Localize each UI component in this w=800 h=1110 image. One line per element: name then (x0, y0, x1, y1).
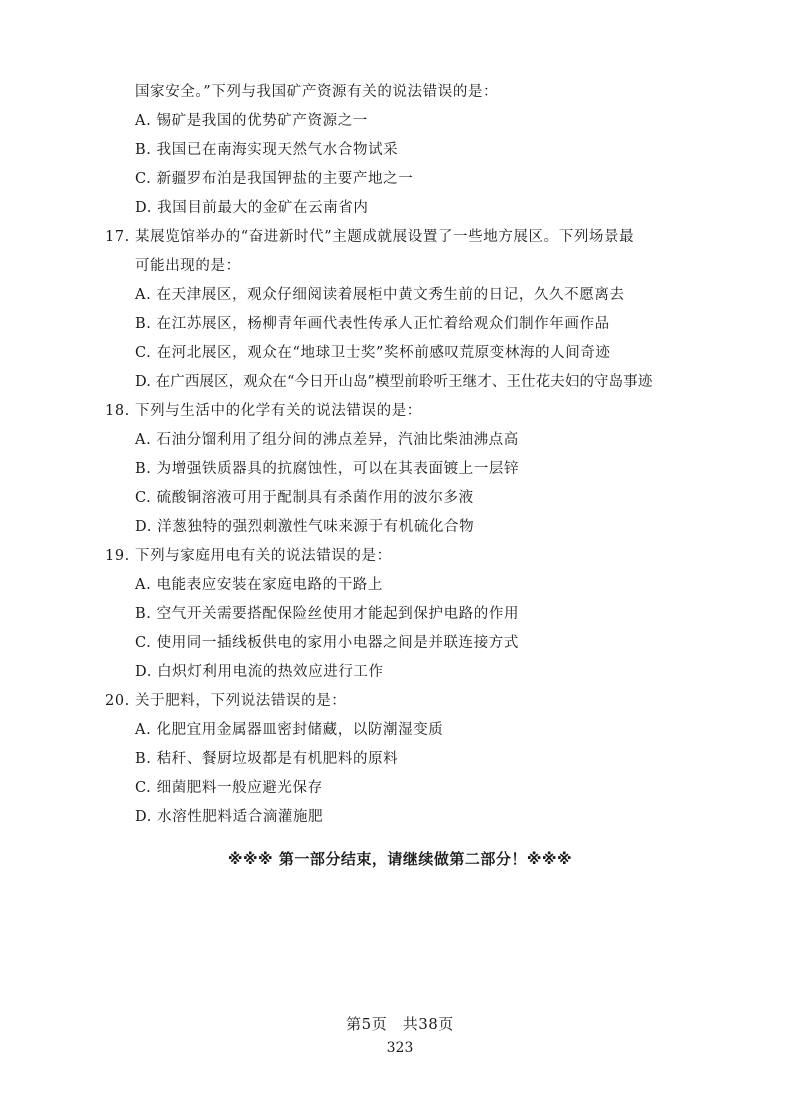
question-19-number: 19. (105, 548, 130, 564)
question-19-option-a: A. 电能表应安装在家庭电路的干路上 (135, 577, 383, 593)
question-18-stem (105, 397, 705, 426)
section-end-banner: ※※※ 第一部分结束，请继续做第二部分！※※※ (227, 850, 573, 868)
question-19-option-b: B. 空气开关需要搭配保险丝使用才能起到保护电路的作用 (135, 606, 520, 622)
question-20-option-d: D. 水溶性肥料适合滴灌施肥 (135, 809, 324, 825)
question-17-stem-line-1: 某展览馆举办的“奋进新时代”主题成就展设置了一些地方展区。下列场景最 (135, 229, 635, 245)
question-17-option-c: C. 在河北展区，观众在“地球卫士奖”奖杯前感叹荒原变林海的人间奇迹 (135, 345, 611, 361)
question-19-stem-text: 下列与家庭用电有关的说法错误的是： (135, 548, 392, 564)
question-18-option-d: D. 洋葱独特的强烈刺激性气味来源于有机硫化合物 (135, 519, 475, 535)
question-16-option-c: C. 新疆罗布泊是我国钾盐的主要产地之一 (135, 171, 414, 187)
page-footer-number: 323 (386, 1040, 414, 1056)
question-16-option-b: B. 我国已在南海实现天然气水合物试采 (135, 142, 399, 158)
question-18-option-a: A. 石油分馏利用了组分间的沸点差异，汽油比柴油沸点高 (135, 432, 519, 448)
question-17-stem-line-2: 可能出现的是： (135, 258, 241, 274)
question-16-stem-tail: 国家安全。”下列与我国矿产资源有关的说法错误的是： (135, 84, 499, 100)
question-content (105, 78, 705, 832)
question-19-stem (105, 542, 705, 571)
question-18-stem-text: 下列与生活中的化学有关的说法错误的是： (135, 403, 422, 419)
question-20-option-a: A. 化肥宜用金属器皿密封储藏，以防潮湿变质 (135, 722, 444, 738)
question-16-option-d: D. 我国目前最大的金矿在云南省内 (135, 200, 369, 216)
question-20-stem (105, 687, 705, 716)
question-16-option-a: A. 锡矿是我国的优势矿产资源之一 (135, 113, 368, 129)
question-20-option-b: B. 秸秆、餐厨垃圾都是有机肥料的原料 (135, 751, 399, 767)
question-20-stem-text: 关于肥料，下列说法错误的是： (135, 693, 347, 709)
question-17-stem (105, 223, 705, 252)
question-17-option-d: D. 在广西展区，观众在“今日开山岛”模型前聆听王继才、王仕花夫妇的守岛事迹 (135, 374, 653, 390)
question-20-number: 20. (105, 693, 130, 709)
question-18-option-b: B. 为增强铁质器具的抗腐蚀性，可以在其表面镀上一层锌 (135, 461, 520, 477)
question-17-option-a: A. 在天津展区，观众仔细阅读着展柜中黄文秀生前的日记，久久不愿离去 (135, 287, 625, 303)
question-19-option-c: C. 使用同一插线板供电的家用小电器之间是并联连接方式 (135, 635, 519, 651)
question-17-option-b: B. 在江苏展区，杨柳青年画代表性传承人正忙着给观众们制作年画作品 (135, 316, 610, 332)
question-19-option-d: D. 白炽灯利用电流的热效应进行工作 (135, 664, 384, 680)
question-17-number: 17. (105, 229, 130, 245)
question-18-option-c: C. 硫酸铜溶液可用于配制具有杀菌作用的波尔多液 (135, 490, 474, 506)
page-footer-label: 第5页 共38页 (346, 1015, 454, 1033)
question-18-number: 18. (105, 403, 130, 419)
question-20-option-c: C. 细菌肥料一般应避光保存 (135, 780, 323, 796)
